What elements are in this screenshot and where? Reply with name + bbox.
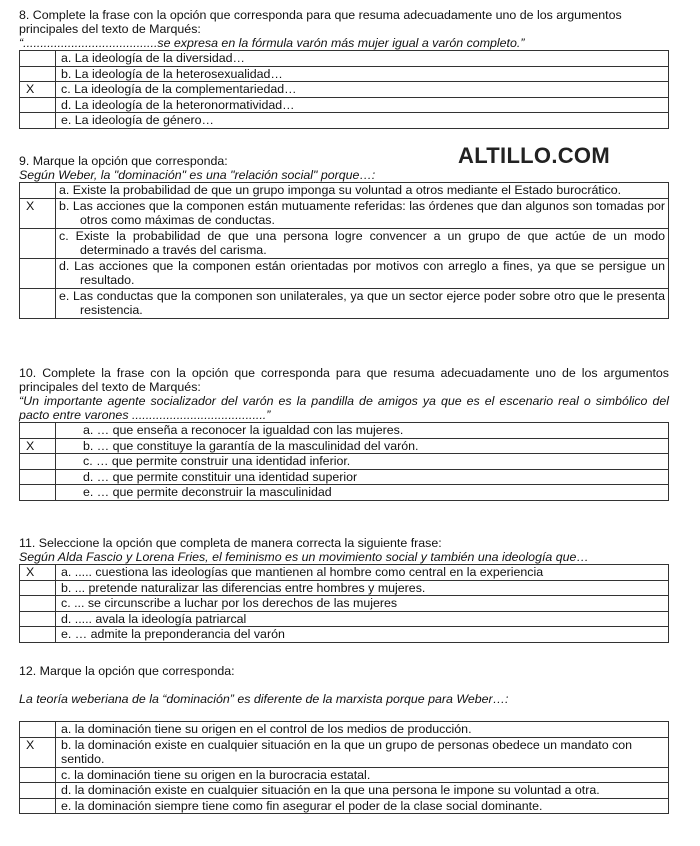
option-text: b. ... pretende naturalizar las diferencias entre hombres y mujeres. [56,580,669,596]
option-text: c. La ideología de la complementariedad… [56,82,669,98]
question-stem: 8. Complete la frase con la opción que corresponda para que resuma adecuadamente uno de los argumentos principales del texto de Marqués: [19,8,622,36]
table-row[interactable] [20,454,669,470]
option-text: d. la dominación existe en cualquier situación en la que una persona le impone su voluntad a otra. [56,783,669,799]
table-row[interactable] [20,438,669,454]
question-12 [19,664,669,814]
option-text: e. Las conductas que la componen son unilaterales, ya que un sector ejerce poder sobre otro que le presenta resistencia. [56,288,669,318]
question-11 [19,536,669,643]
option-text: e. La ideología de género… [56,113,669,129]
table-row[interactable] [20,66,669,82]
question-stem: 9. Marque la opción que corresponda: [19,154,228,168]
option-text: e. … admite la preponderancia del varón [56,627,669,643]
table-row[interactable] [20,113,669,129]
question-quote: Según Alda Fascio y Lorena Fries, el feminismo es un movimiento social y también una ideología que… [19,550,589,564]
option-text: d. La ideología de la heteronormatividad… [56,97,669,113]
answer-mark[interactable] [20,798,56,814]
answer-mark[interactable] [20,783,56,799]
option-text: c. … que permite construir una identidad inferior. [56,454,669,470]
answer-mark[interactable] [20,288,56,318]
answer-mark[interactable] [20,722,56,738]
option-text: d. … que permite constituir una identidad superior [56,469,669,485]
table-row[interactable] [20,423,669,439]
option-text: d. Las acciones que la componen están orientadas por motivos con arreglo a fines, ya que se persigue un resultado. [56,258,669,288]
answer-mark[interactable] [20,580,56,596]
option-text: b. Las acciones que la componen están mutuamente referidas: las órdenes que dan algunos son tomadas por otros como máximas de conductas. [56,198,669,228]
options-table [19,182,669,319]
option-text: a. … que enseña a reconocer la igualdad con las mujeres. [56,423,669,439]
options-table [19,721,669,814]
answer-mark[interactable] [20,66,56,82]
option-text: c. la dominación tiene su origen en la burocracia estatal. [56,767,669,783]
answer-mark[interactable] [20,627,56,643]
table-row[interactable] [20,183,669,199]
table-row[interactable] [20,258,669,288]
answer-mark[interactable]: X [20,737,56,767]
option-text: a. ..... cuestiona las ideologías que mantienen al hombre como central en la experiencia [56,565,669,581]
question-9 [19,154,669,319]
answer-mark[interactable] [20,183,56,199]
table-row[interactable] [20,228,669,258]
question-stem: 10. Complete la frase con la opción que corresponda para que resuma adecuadamente uno de los argumentos principales del texto de Marqués: [19,366,669,394]
answer-mark[interactable] [20,228,56,258]
table-row[interactable] [20,288,669,318]
table-row[interactable] [20,565,669,581]
table-row[interactable] [20,596,669,612]
answer-mark[interactable]: X [20,438,56,454]
option-text: b. La ideología de la heterosexualidad… [56,66,669,82]
options-table [19,50,669,129]
question-stem: 12. Marque la opción que corresponda: [19,664,235,678]
table-row[interactable] [20,82,669,98]
option-text: b. … que constituye la garantía de la masculinidad del varón. [56,438,669,454]
table-row[interactable] [20,51,669,67]
question-8 [19,8,669,129]
options-table [19,422,669,501]
answer-mark[interactable]: X [20,198,56,228]
answer-mark[interactable] [20,767,56,783]
option-text: a. Existe la probabilidad de que un grupo imponga su voluntad a otros mediante el Estado burocrático. [56,183,669,199]
answer-mark[interactable]: X [20,565,56,581]
question-quote: “.......................................se expresa en la fórmula varón más mujer igual a varón completo.” [19,36,525,50]
table-row[interactable] [20,198,669,228]
table-row[interactable] [20,469,669,485]
table-row[interactable] [20,798,669,814]
table-row[interactable] [20,611,669,627]
answer-mark[interactable] [20,469,56,485]
altillo-watermark: ALTILLO.COM [458,143,610,168]
answer-mark[interactable] [20,485,56,501]
table-row[interactable] [20,783,669,799]
answer-mark[interactable] [20,258,56,288]
option-text: e. la dominación siempre tiene como fin asegurar el poder de la clase social dominante. [56,798,669,814]
table-row[interactable] [20,627,669,643]
table-row[interactable] [20,580,669,596]
answer-mark[interactable] [20,454,56,470]
table-row[interactable] [20,767,669,783]
answer-mark[interactable]: X [20,82,56,98]
option-text: a. la dominación tiene su origen en el control de los medios de producción. [56,722,669,738]
option-text: a. La ideología de la diversidad… [56,51,669,67]
option-text: b. la dominación existe en cualquier situación en la que un grupo de personas obedece un mandato con sentido. [56,737,669,767]
question-quote: “Un importante agente socializador del varón es la pandilla de amigos ya que es el escenario real o simbólico del pacto entre varones .......................................” [19,394,669,422]
question-quote: Según Weber, la "dominación" es una "relación social" porque…: [19,168,376,182]
answer-mark[interactable] [20,97,56,113]
answer-mark[interactable] [20,51,56,67]
answer-mark[interactable] [20,611,56,627]
table-row[interactable] [20,737,669,767]
answer-mark[interactable] [20,423,56,439]
table-row[interactable] [20,722,669,738]
question-10 [19,366,669,501]
table-row[interactable] [20,97,669,113]
option-text: c. ... se circunscribe a luchar por los derechos de las mujeres [56,596,669,612]
question-quote: La teoría weberiana de la “dominación” es diferente de la marxista porque para Weber…: [19,692,509,706]
option-text: e. … que permite deconstruir la masculinidad [56,485,669,501]
options-table [19,564,669,643]
answer-mark[interactable] [20,113,56,129]
option-text: d. ..... avala la ideología patriarcal [56,611,669,627]
question-stem: 11. Seleccione la opción que completa de manera correcta la siguiente frase: [19,536,442,550]
option-text: c. Existe la probabilidad de que una persona logre convencer a un grupo de que actúe de un modo determinado a través del carisma. [56,228,669,258]
table-row[interactable] [20,485,669,501]
answer-mark[interactable] [20,596,56,612]
